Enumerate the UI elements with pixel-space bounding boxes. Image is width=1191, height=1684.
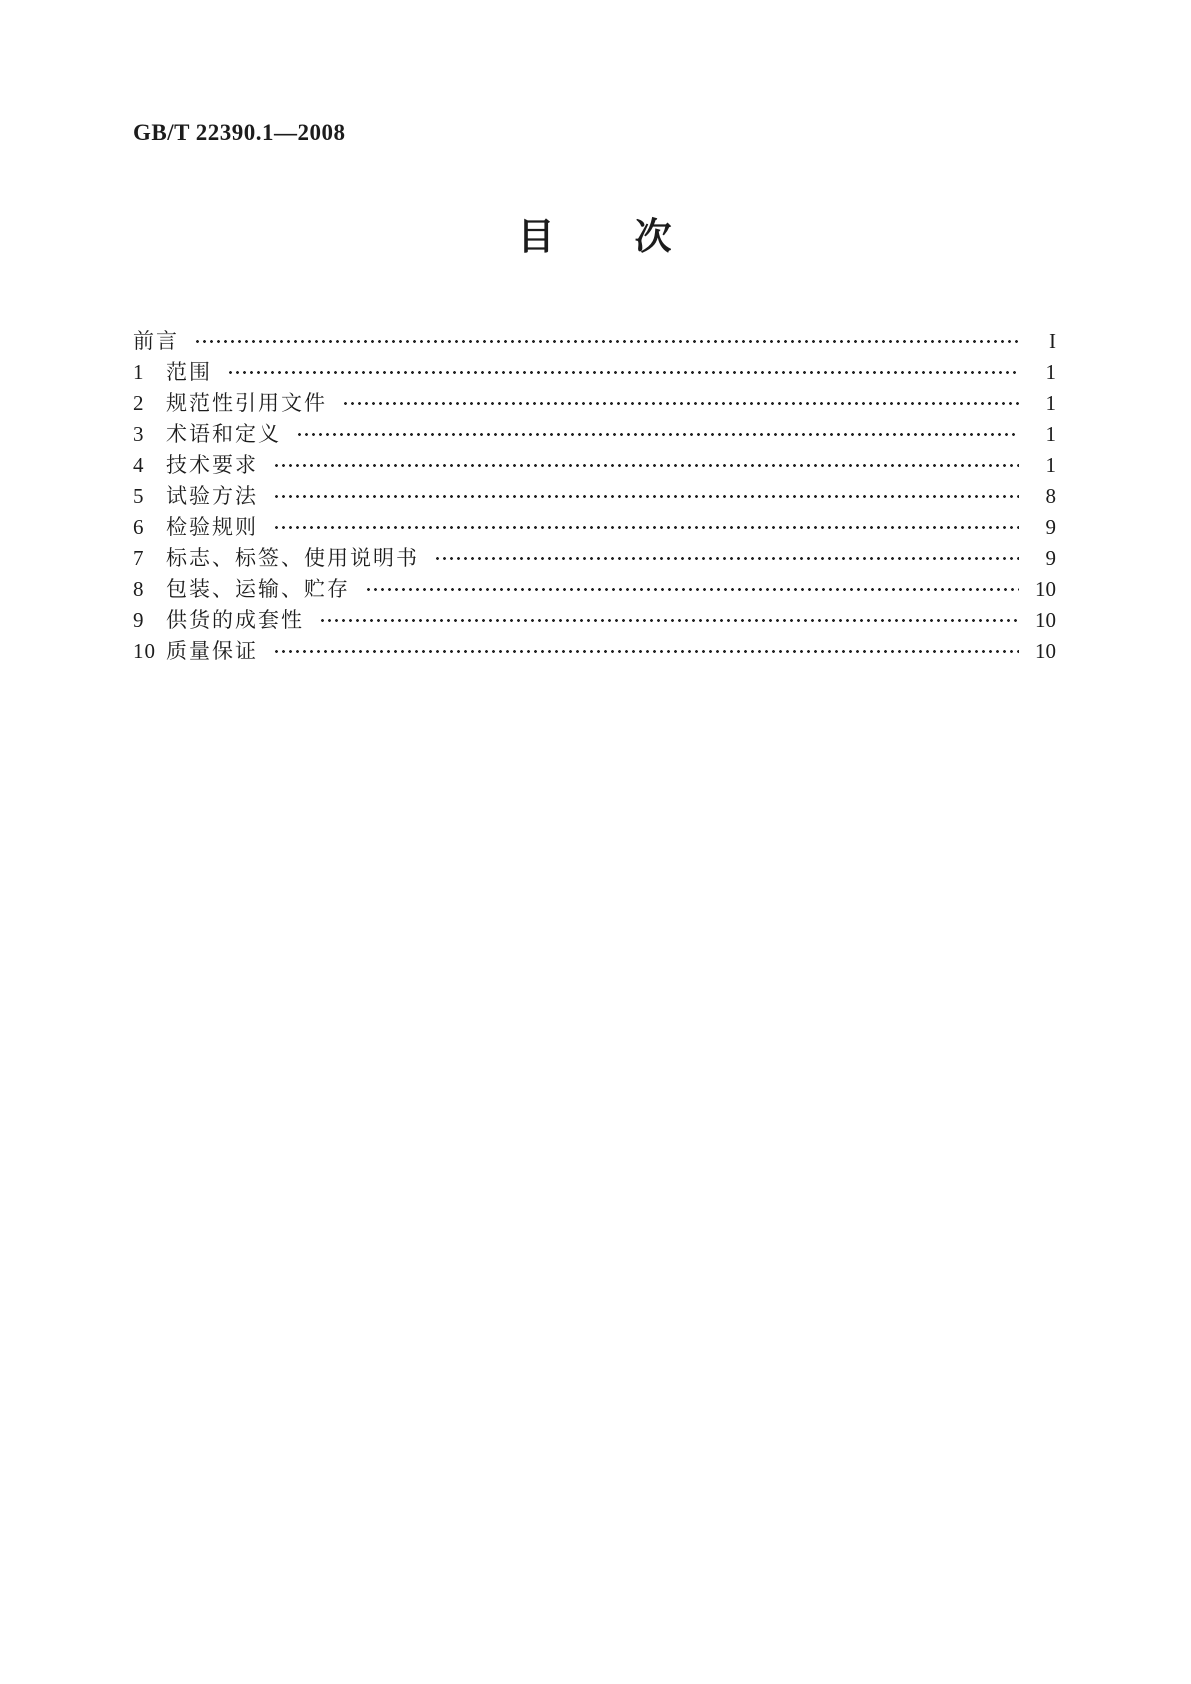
toc-dot-leader [319, 605, 1019, 636]
toc-entry-page: 10 [1035, 639, 1056, 663]
toc-entry-number: 9 [133, 608, 145, 632]
toc-dot-leader [273, 450, 1019, 481]
toc-row [133, 357, 1056, 388]
page-title: 目 次 [517, 217, 674, 258]
toc-entry-number: 6 [133, 515, 145, 539]
standard-code: GB/T 22390.1—2008 [133, 120, 346, 145]
toc-entry-number: 10 [133, 639, 156, 663]
toc-row [133, 605, 1056, 636]
toc-entry-number: 7 [133, 546, 145, 570]
toc-dot-leader [273, 636, 1019, 667]
toc-dot-leader [434, 543, 1019, 574]
toc-list [133, 326, 1056, 667]
toc-row [133, 481, 1056, 512]
toc-entry-number: 4 [133, 453, 145, 477]
toc-dot-leader [194, 326, 1019, 357]
toc-entry-number: 1 [133, 360, 145, 384]
toc-entry-page: 10 [1035, 608, 1056, 632]
toc-entry-number: 2 [133, 391, 145, 415]
toc-entry-page: 9 [1045, 515, 1056, 539]
toc-entry-page: 10 [1035, 577, 1056, 601]
toc-row [133, 419, 1056, 450]
toc-entry-title: 技术要求 [166, 453, 258, 477]
toc-entry-title: 范围 [166, 360, 212, 384]
toc-entry-title: 检验规则 [166, 515, 258, 539]
toc-entry-title: 包装、运输、贮存 [166, 577, 350, 601]
toc-entry-title: 术语和定义 [166, 422, 281, 446]
toc-dot-leader [273, 481, 1019, 512]
toc-entry-title: 质量保证 [166, 639, 258, 663]
toc-entry-page: 8 [1045, 484, 1056, 508]
toc-entry-title: 试验方法 [166, 484, 258, 508]
toc-entry-title: 前言 [133, 329, 179, 353]
toc-dot-leader [227, 357, 1019, 388]
toc-dot-leader [365, 574, 1019, 605]
toc-row [133, 512, 1056, 543]
toc-dot-leader [296, 419, 1019, 450]
toc-row [133, 574, 1056, 605]
toc-entry-title: 标志、标签、使用说明书 [166, 546, 419, 570]
toc-entry-page: 1 [1045, 391, 1056, 415]
toc-entry-page: 1 [1045, 453, 1056, 477]
toc-row [133, 326, 1056, 357]
toc-entry-title: 供货的成套性 [166, 608, 304, 632]
toc-row [133, 543, 1056, 574]
toc-entry-page: 1 [1045, 422, 1056, 446]
toc-row [133, 450, 1056, 481]
toc-entry-number: 3 [133, 422, 145, 446]
toc-entry-page: I [1049, 329, 1056, 353]
toc-row [133, 636, 1056, 667]
toc-entry-page: 1 [1045, 360, 1056, 384]
toc-row [133, 388, 1056, 419]
toc-entry-title: 规范性引用文件 [166, 391, 327, 415]
toc-dot-leader [342, 388, 1019, 419]
toc-entry-number: 8 [133, 577, 145, 601]
toc-entry-page: 9 [1045, 546, 1056, 570]
toc-entry-number: 5 [133, 484, 145, 508]
toc-dot-leader [273, 512, 1019, 543]
